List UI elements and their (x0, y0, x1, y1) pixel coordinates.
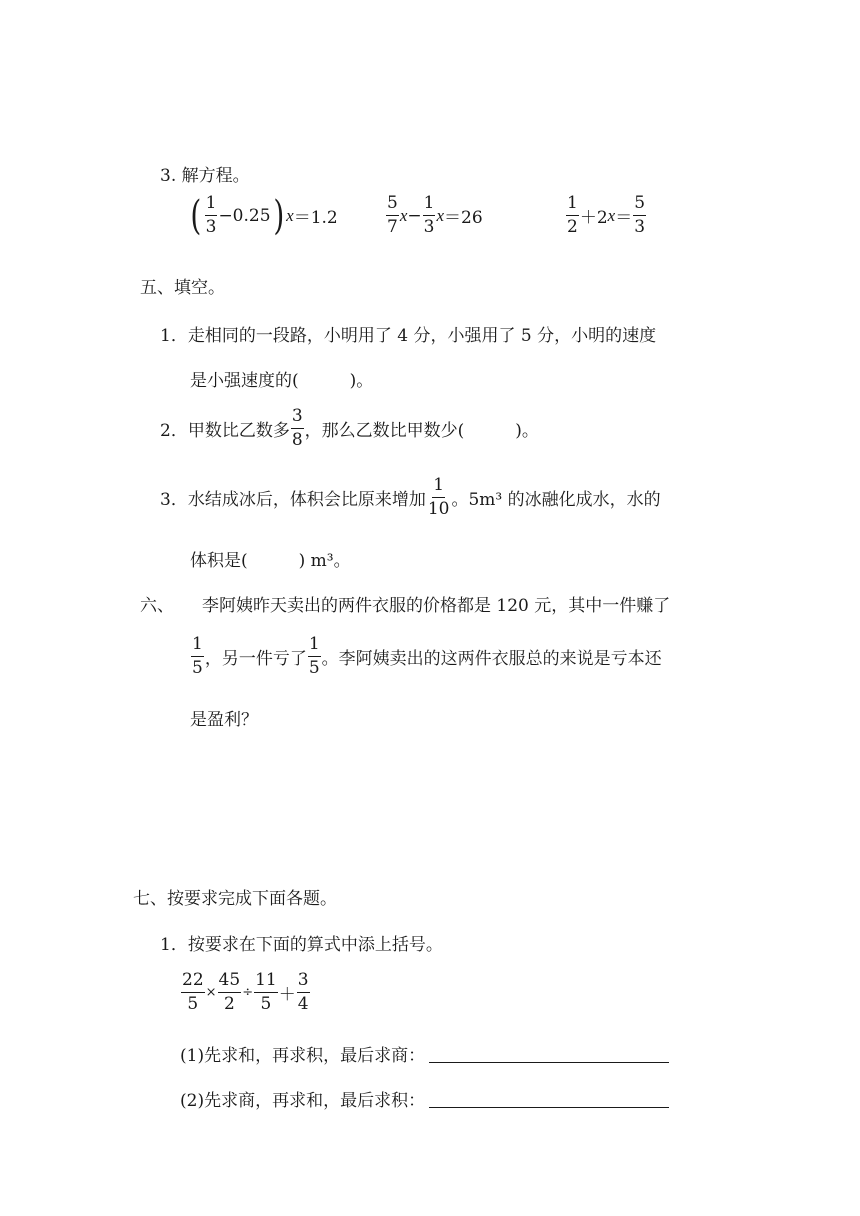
question-number: 2． (160, 421, 188, 441)
fraction: $\frac{11}{5}$ (255, 970, 277, 1014)
minus-term: −0.25 (218, 205, 271, 226)
sub-question-2 (180, 1086, 669, 1111)
question-text: 。5m³ 的冰融化成水，水的 (451, 490, 661, 510)
variable-x: x (399, 205, 408, 225)
variable-x: x (286, 205, 294, 225)
rhs: ＝1.2 (293, 208, 338, 228)
fraction: $\frac{45}{2}$ (218, 970, 241, 1014)
left-paren: ( (190, 192, 202, 239)
question-text: 走相同的一段路，小明用了 4 分，小强用了 5 分，小明的速度 (187, 326, 657, 346)
answer-line-1[interactable] (429, 1044, 669, 1063)
equation-3 (565, 195, 647, 236)
section-6-line-3: 是盈利？ (190, 710, 258, 730)
fraction: $\frac{5}{3}$ (634, 193, 646, 237)
problem-3-label: 3. 解方程。 (160, 166, 250, 186)
question-number: 1． (160, 326, 188, 346)
fraction: $\frac{5}{7}$ (387, 193, 398, 237)
sub-question-1 (180, 1041, 669, 1066)
rhs: ＝26 (444, 208, 483, 228)
times-sign: × (205, 985, 217, 1000)
equals-sign: ＝ (615, 208, 633, 228)
right-paren: ) (272, 192, 284, 239)
minus-sign: − (407, 205, 422, 226)
question-text: 。李阿姨卖出的这两件衣服总的来说是亏本还 (321, 649, 662, 669)
section-5-question-1 (160, 321, 656, 346)
expression (180, 972, 311, 1013)
sub-question-text: (2)先求商，再求和，最后求积： (180, 1091, 426, 1111)
section-5-question-1-cont: 是小强速度的( )。 (190, 371, 374, 391)
fraction: $\frac{1}{3}$ (205, 193, 217, 237)
fraction: $\frac{3}{4}$ (297, 970, 309, 1014)
sub-question-text: (1)先求和，再求积，最后求商： (180, 1046, 426, 1066)
section-number: 六、 (140, 596, 174, 616)
question-text: ，那么乙数比甲数少( )。 (304, 421, 539, 441)
variable-x: x (607, 205, 616, 225)
section-6-line-2 (190, 636, 662, 677)
fraction: $\frac{3}{8}$ (291, 406, 303, 450)
fraction: $\frac{1}{5}$ (308, 634, 320, 678)
variable-x: x (436, 205, 444, 225)
plus-sign: ＋ (278, 985, 296, 1005)
section-7-question-1 (160, 930, 443, 955)
question-text: 甲数比乙数多 (187, 421, 290, 441)
fraction: $\frac{1}{3}$ (423, 193, 435, 237)
question-text: 按要求在下面的算式中添上括号。 (187, 935, 443, 955)
fraction: $\frac{1}{10}$ (427, 475, 450, 519)
fraction: $\frac{1}{5}$ (192, 634, 203, 678)
section-5-question-3 (160, 477, 661, 518)
question-text: 李阿姨昨天卖出的两件衣服的价格都是 120 元，其中一件赚了 (202, 596, 671, 616)
equation-2 (385, 195, 483, 236)
question-number: 3． (160, 490, 188, 510)
section-5-question-3-cont: 体积是( ) m³。 (190, 551, 351, 571)
divide-sign: ÷ (242, 985, 254, 1000)
section-5-title: 五、填空。 (140, 278, 225, 298)
plus-term: ＋2 (579, 208, 608, 228)
section-6-line-1 (140, 591, 670, 616)
section-5-question-2 (160, 408, 539, 449)
question-number: 1． (160, 935, 188, 955)
fraction: $\frac{22}{5}$ (182, 970, 204, 1014)
question-text: ，另一件亏了 (204, 649, 307, 669)
answer-line-2[interactable] (429, 1089, 669, 1108)
equation-1 (188, 192, 338, 239)
fraction: $\frac{1}{2}$ (567, 193, 578, 237)
section-7-title: 七、按要求完成下面各题。 (133, 889, 337, 909)
question-text: 水结成冰后，体积会比原来增加 (187, 490, 426, 510)
